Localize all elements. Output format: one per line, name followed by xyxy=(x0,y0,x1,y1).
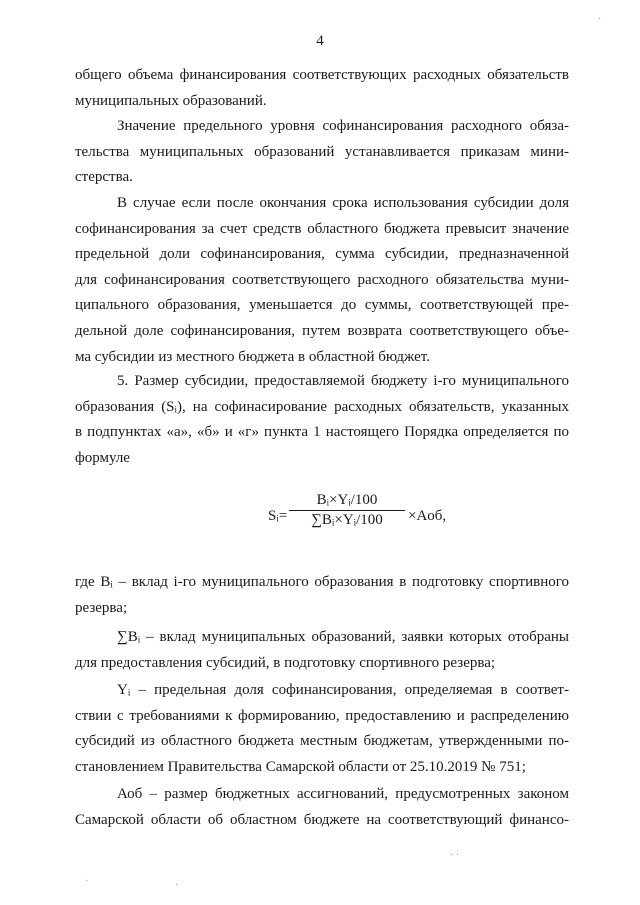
scan-speck: · xyxy=(175,880,179,891)
paragraph-line: Yᵢ – предельная доля софинансирования, определяемая в соответ- xyxy=(117,682,569,698)
paragraph-line: ∑Bᵢ – вклад муниципальных образований, заявки которых отобраны xyxy=(117,629,569,645)
paragraph-line: ципального образования, уменьшается до суммы, соответствующей пре- xyxy=(75,297,569,314)
paragraph-line: ма субсидии из местного бюджета в областной бюджет. xyxy=(75,348,430,365)
formula-denominator: ∑Bᵢ×Yᵢ/100 xyxy=(311,512,383,528)
scan-speck: · xyxy=(598,14,602,25)
paragraph-6 xyxy=(75,625,569,676)
paragraph-line: где Bᵢ – вклад i-го муниципального образования в подготовку спортивного xyxy=(75,574,569,590)
paragraph-line: для предоставления субсидий, в подготовку спортивного резерва; xyxy=(75,654,496,671)
paragraph-line: тельства муниципальных образований устанавливается приказам мини- xyxy=(75,143,569,160)
paragraph-line: муниципальных образований. xyxy=(75,92,267,109)
paragraph-line: резерва; xyxy=(75,599,128,616)
formula-fraction xyxy=(289,492,405,529)
paragraph-line: в подпунктах «а», «б» и «г» пункта 1 настоящего Порядка определяется по xyxy=(75,424,569,441)
paragraph-7 xyxy=(75,678,569,780)
paragraph-line: становлением Правительства Самарской области от 25.10.2019 № 751; xyxy=(75,758,526,775)
paragraph-line: образования (Sᵢ), на софинасирование расходных обязательств, указанных xyxy=(75,398,569,415)
paragraph-line: формуле xyxy=(75,449,130,466)
paragraph-2 xyxy=(75,114,569,191)
paragraph-3 xyxy=(75,191,569,370)
paragraph-4 xyxy=(75,369,569,471)
paragraph-1 xyxy=(75,63,569,114)
paragraph-line: субсидий из областного бюджета местным бюджетам, утвержденными по- xyxy=(75,733,569,750)
paragraph-line: общего объема финансирования соответствующих расходных обязательств xyxy=(75,67,569,83)
paragraph-line: ствии с требованиями к формированию, предоставлению и распределению xyxy=(75,707,569,724)
subsidy-formula xyxy=(268,492,447,542)
scan-speck: · xyxy=(85,876,89,887)
paragraph-line: Самарской области об областном бюджете на соответствующий финансо- xyxy=(75,811,569,828)
paragraph-line: Значение предельного уровня софинансирования расходного обяза- xyxy=(117,118,569,134)
paragraph-5 xyxy=(75,570,569,621)
paragraph-line: Аоб – размер бюджетных ассигнований, предусмотренных законом xyxy=(117,786,569,802)
page-number: 4 xyxy=(316,33,324,49)
paragraph-line: 5. Размер субсидии, предоставляемой бюджету i-го муниципального xyxy=(117,373,569,389)
paragraph-8 xyxy=(75,782,569,833)
scan-speck: · · xyxy=(450,850,460,861)
paragraph-line: стерства. xyxy=(75,169,133,186)
paragraph-line: дельной доле софинансирования, путем возврата соответствующего объе- xyxy=(75,322,569,339)
paragraph-line: софинансирования за счет средств областного бюджета превысит значение xyxy=(75,220,569,237)
formula-rhs: ×Aоб, xyxy=(408,508,447,524)
formula-numerator: Bᵢ×Yᵢ/100 xyxy=(289,492,405,511)
paragraph-line: для софинансирования соответствующего расходного обязательства муни- xyxy=(75,271,569,288)
paragraph-line: В случае если после окончания срока использования субсидии доля xyxy=(117,195,569,211)
paragraph-line: предельной доли софинансирования, сумма субсидии, предназначенной xyxy=(75,246,569,263)
formula-lhs: Sᵢ= xyxy=(268,508,288,524)
